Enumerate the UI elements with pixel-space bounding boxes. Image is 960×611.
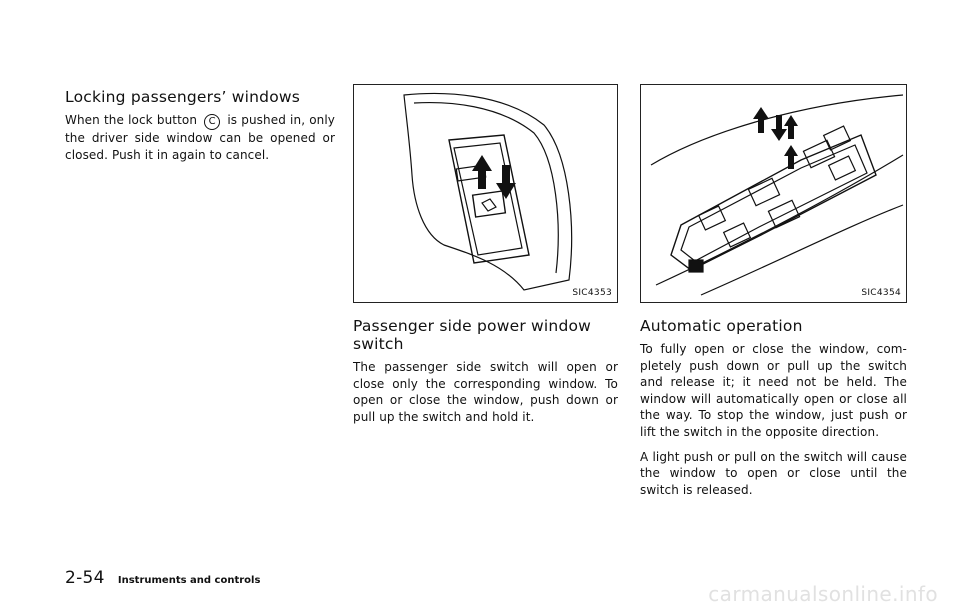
column-left <box>65 88 335 171</box>
section-heading-passenger-switch: Passenger side power window switch <box>353 317 592 353</box>
section-heading-automatic: Automatic operation <box>640 317 803 335</box>
figure-driver-switch <box>640 84 907 303</box>
callout-c-icon: C <box>204 114 220 130</box>
column-middle <box>353 84 618 433</box>
figure-code: SIC4354 <box>861 288 901 298</box>
section-text-automatic-2: A light push or pull on the switch will cause the window to open or close until the switch is released. <box>640 449 907 497</box>
page-number: 2-54 <box>65 568 105 588</box>
driver-switch-illustration <box>641 85 906 302</box>
figure-code: SIC4353 <box>572 288 612 298</box>
watermark: carmanualsonline.info <box>708 582 938 606</box>
section-text-locking: When the lock button C is pushed in, only the driver side window can be opened or closed. Push it in again to cancel. <box>65 113 336 162</box>
section-heading-locking: Locking passengers’ windows <box>65 88 301 106</box>
section-text-automatic-1: To fully open or close the window, com- pletely push down or pull up the switch and release it; it need not be held. The window will automatically open or close all the way. To stop the window, just push or lift the switch in the opposite direction. <box>640 342 907 439</box>
footer-section-title: Instruments and controls <box>117 575 261 586</box>
column-right <box>640 84 907 506</box>
page-footer <box>65 568 260 588</box>
figure-passenger-switch <box>353 84 618 303</box>
section-text-passenger-switch: The passenger side switch will open or close only the corresponding window. To open or close the window, push down or pull up the switch and hold it. <box>353 360 618 424</box>
passenger-switch-illustration <box>354 85 617 302</box>
